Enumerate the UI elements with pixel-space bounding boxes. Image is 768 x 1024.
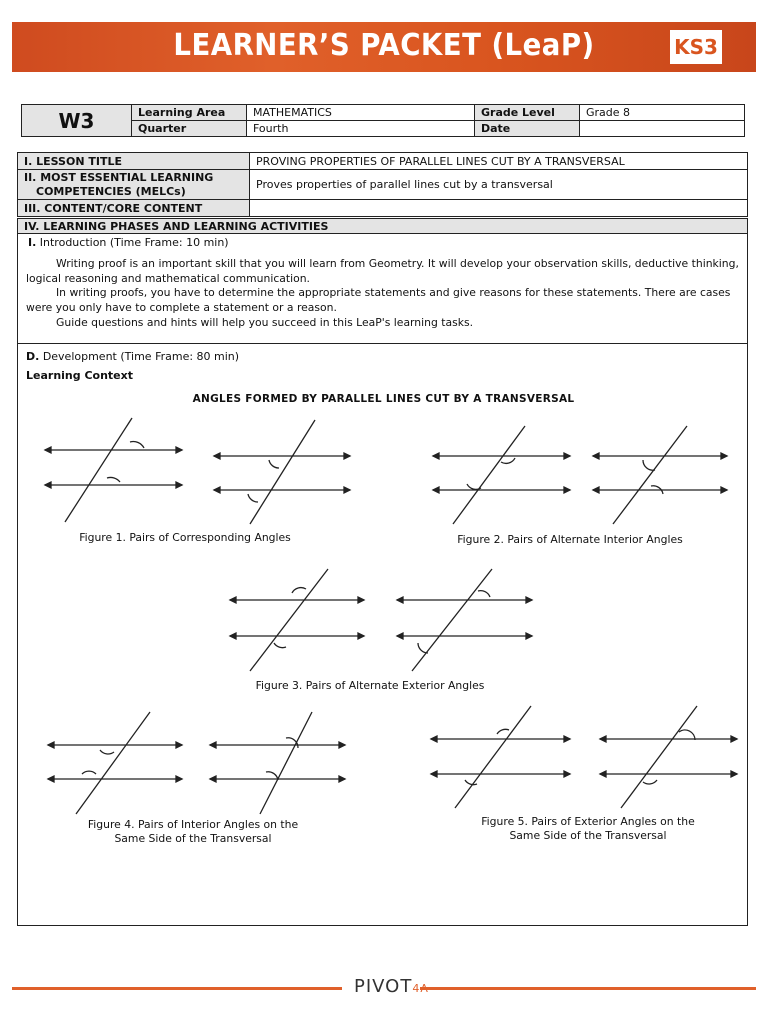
pivot-logo — [354, 976, 429, 997]
content-value — [250, 200, 748, 217]
activities-heading: IV. LEARNING PHASES AND LEARNING ACTIVITIES — [17, 218, 748, 234]
intro-paragraph-3: Guide questions and hints will help you succeed in this LeaP's learning tasks. — [56, 316, 474, 329]
figures-title: ANGLES FORMED BY PARALLEL LINES CUT BY A TRANSVERSAL — [192, 393, 575, 405]
dev-heading — [26, 350, 239, 365]
quarter-label: Quarter — [132, 121, 247, 137]
figure-1-diagram — [30, 412, 360, 532]
figure-3-caption: Figure 3. Pairs of Alternate Exterior Angles — [255, 679, 485, 692]
page-title: LEARNER’S PACKET (LeaP) — [173, 28, 595, 63]
melc-label-line-1: II. MOST ESSENTIAL LEARNING — [24, 170, 214, 184]
header-banner — [12, 22, 756, 72]
figure-4-diagram — [40, 708, 360, 818]
figure-4-caption-line-1: Figure 4. Pairs of Interior Angles on the — [87, 818, 299, 831]
intro-paragraph-2: In writing proofs, you have to determine the appropriate statements and give reasons for these statements. There are cases were you only have to complete a statement or a reason. — [26, 286, 731, 314]
lesson-title-value: PROVING PROPERTIES OF PARALLEL LINES CUT BY A TRANSVERSAL — [250, 153, 748, 170]
figure-4-caption — [78, 818, 308, 846]
lesson-table — [17, 152, 748, 217]
footer-rule-right — [420, 987, 756, 990]
footer-rule-left — [12, 987, 342, 990]
figure-5-caption-line-1: Figure 5. Pairs of Exterior Angles on the — [481, 815, 695, 828]
figure-3-diagram — [222, 565, 542, 675]
date-value[interactable] — [580, 121, 745, 137]
figure-5-caption — [470, 815, 706, 843]
learning-area-label: Learning Area — [132, 105, 247, 121]
intro-heading — [28, 236, 229, 251]
figure-5-caption-line-2: Same Side of the Transversal — [509, 829, 667, 842]
lesson-title-label: I. LESSON TITLE — [18, 153, 250, 170]
content-label: III. CONTENT/CORE CONTENT — [18, 200, 250, 217]
grade-level-value: Grade 8 — [580, 105, 745, 121]
figure-1-caption: Figure 1. Pairs of Corresponding Angles — [79, 531, 291, 544]
quarter-value: Fourth — [247, 121, 475, 137]
introduction-section — [17, 233, 748, 344]
pivot-logo-text: PIVOT — [354, 976, 413, 997]
figure-5-diagram — [425, 702, 745, 812]
pivot-logo-sub: 4A — [412, 982, 429, 995]
intro-title: Introduction (Time Frame: 10 min) — [39, 236, 229, 249]
grade-level-label: Grade Level — [475, 105, 580, 121]
week-label: W3 — [22, 105, 132, 137]
figure-2-caption: Figure 2. Pairs of Alternate Interior Angles — [457, 533, 683, 546]
date-label: Date — [475, 121, 580, 137]
learning-area-value: MATHEMATICS — [247, 105, 475, 121]
dev-title: Development (Time Frame: 80 min) — [42, 350, 240, 363]
melc-label — [18, 170, 250, 200]
intro-paragraph-1: Writing proof is an important skill that you will learn from Geometry. It will develop your observation skills, deductive thinking, logical reasoning and mathematical communication. — [26, 257, 739, 285]
melc-label-line-2: COMPETENCIES (MELCs) — [36, 184, 186, 198]
figure-4-caption-line-2: Same Side of the Transversal — [114, 832, 272, 845]
ks3-badge: KS3 — [670, 30, 722, 64]
melc-value: Proves properties of parallel lines cut by a transversal — [250, 170, 748, 200]
learning-context-label: Learning Context — [26, 369, 133, 382]
info-table — [21, 104, 745, 137]
dev-marker: D. — [26, 350, 40, 363]
figure-2-diagram — [425, 418, 735, 530]
intro-marker: I. — [28, 236, 37, 249]
